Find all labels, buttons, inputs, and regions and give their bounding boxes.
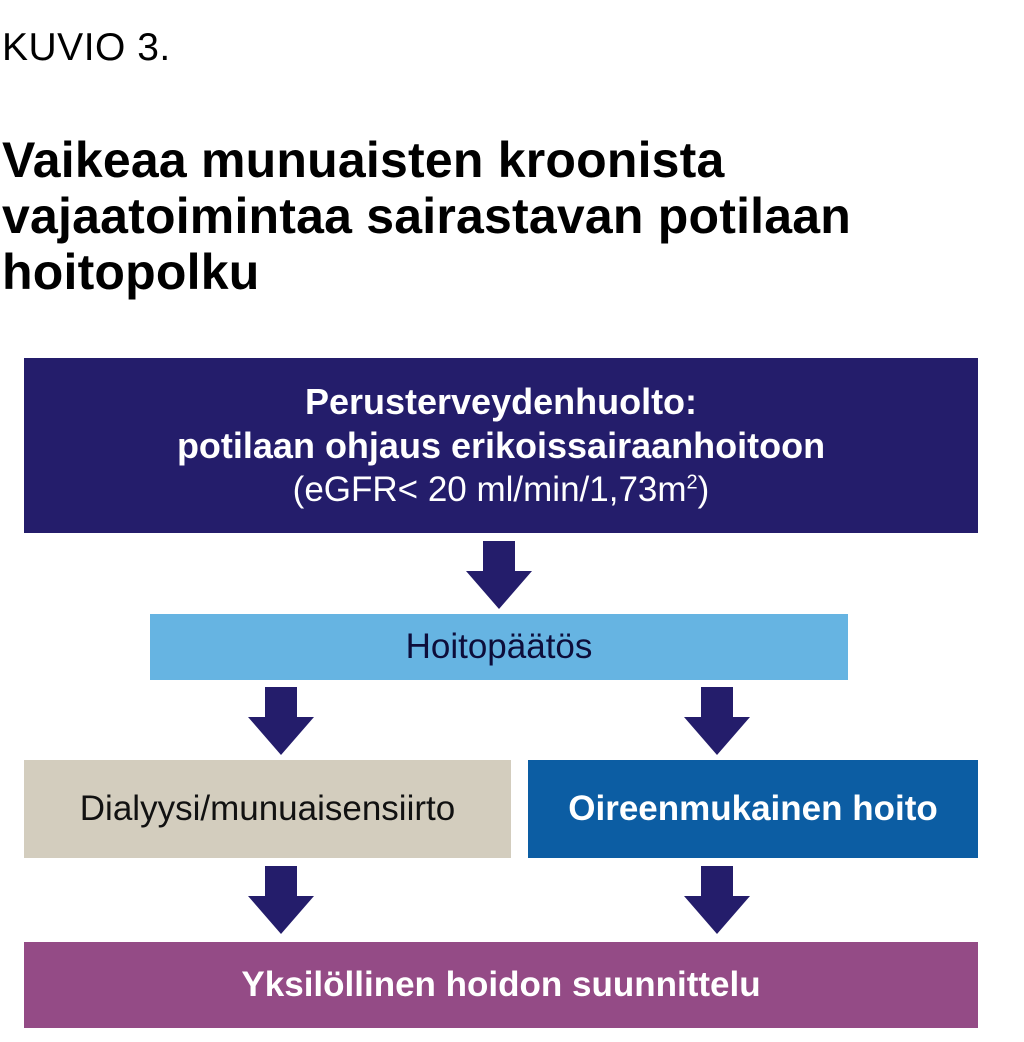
egfr-close-paren: ) (697, 469, 710, 509)
node-individual-care-planning (24, 942, 978, 1028)
treatment-decision-label: Hoitopäätös (405, 627, 593, 666)
figure-label: KUVIO 3. (2, 26, 171, 69)
node-dialysis-transplant (24, 760, 511, 858)
down-arrow-icon (248, 866, 314, 934)
title-line-2: vajaatoimintaa sairastavan potilaan (2, 188, 852, 244)
arrow-shape (248, 687, 314, 755)
arrow-shape (684, 866, 750, 934)
primary-care-subheading: potilaan ohjaus erikoissairaanhoitoon (176, 424, 826, 466)
down-arrow-icon (684, 866, 750, 934)
primary-care-egfr-criterion (293, 468, 710, 512)
node-symptomatic-care (528, 760, 978, 858)
node-primary-care (24, 358, 978, 533)
down-arrow-icon (684, 687, 750, 755)
symptomatic-care-label: Oireenmukainen hoito (568, 789, 938, 828)
arrow-shape (248, 866, 314, 934)
page-title (2, 132, 1012, 300)
down-arrow-icon (466, 541, 532, 609)
individual-care-planning-label: Yksilöllinen hoidon suunnittelu (241, 965, 761, 1004)
down-arrow-icon (248, 687, 314, 755)
title-line-3: hoitopolku (2, 244, 260, 300)
dialysis-transplant-label: Dialyysi/munuaisensiirto (79, 789, 456, 828)
arrow-shape (466, 541, 532, 609)
egfr-text: (eGFR< 20 ml/min/1,73m (292, 469, 687, 509)
title-line-1: Vaikeaa munuaisten kroonista (2, 132, 725, 188)
egfr-superscript: 2 (686, 470, 698, 493)
node-treatment-decision (150, 614, 848, 680)
primary-care-heading: Perusterveydenhuolto: (304, 380, 698, 422)
arrow-shape (684, 687, 750, 755)
